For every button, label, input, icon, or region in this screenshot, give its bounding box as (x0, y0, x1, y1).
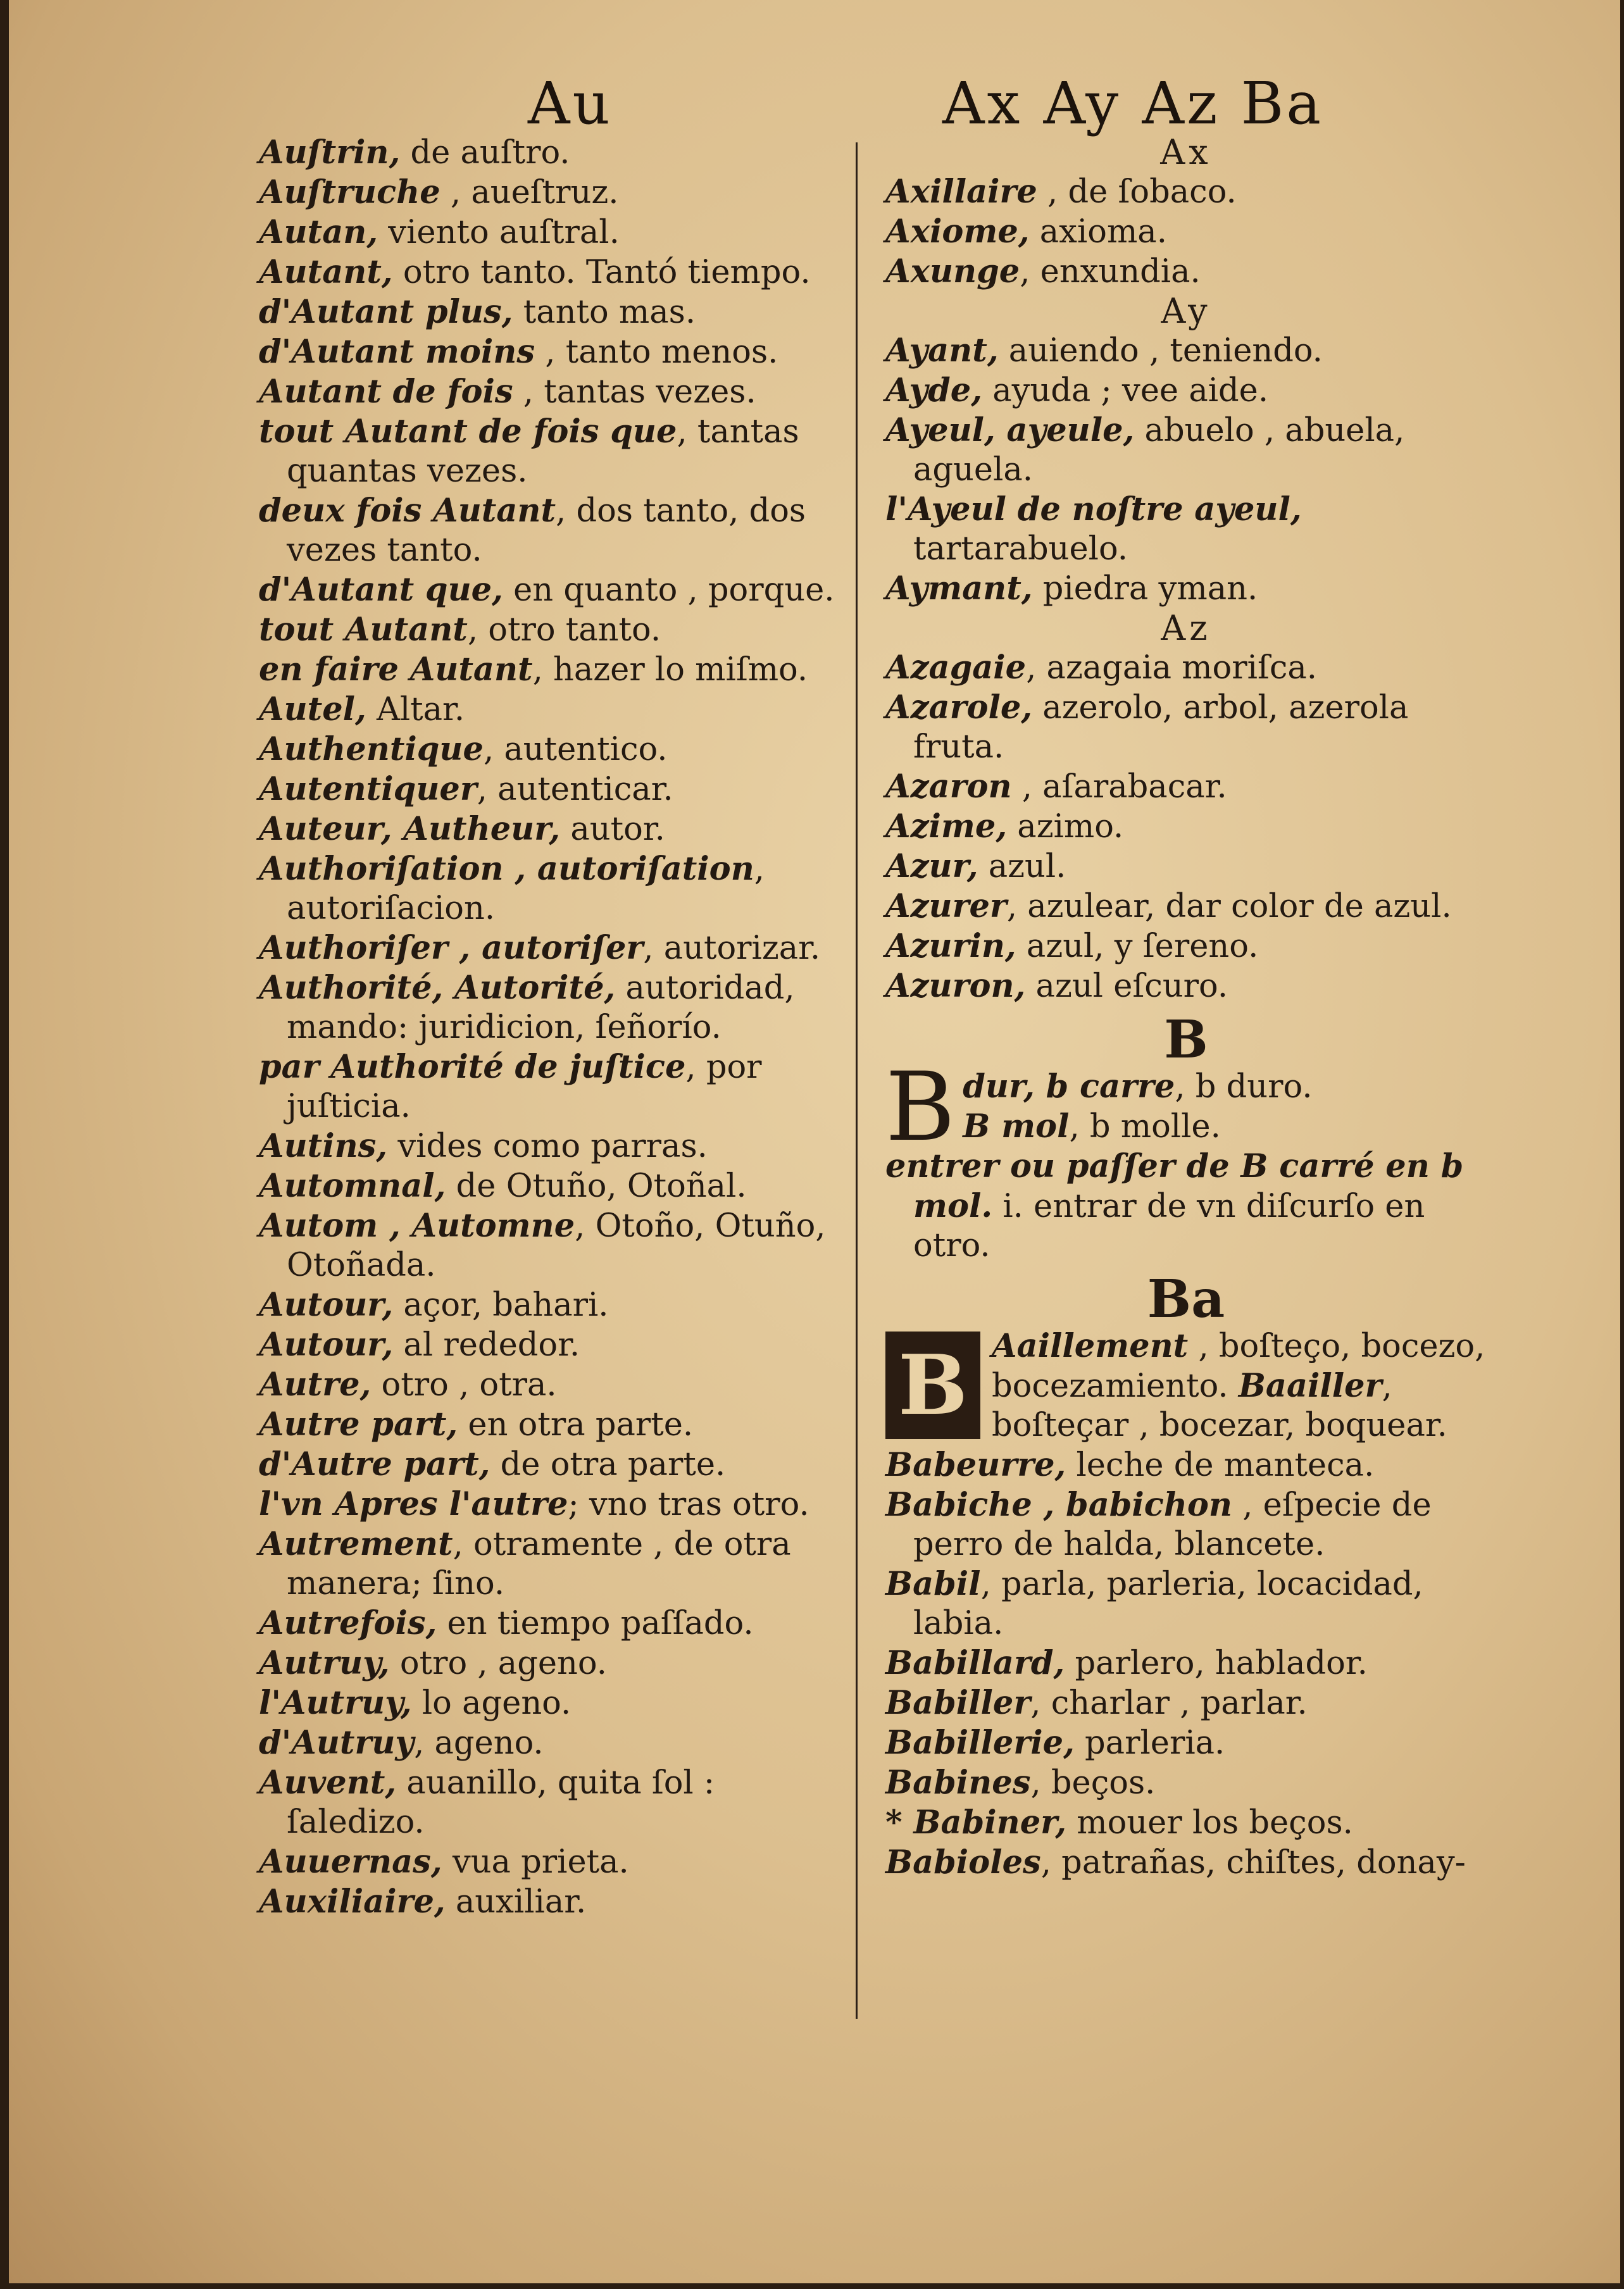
definition: vides como parras. (387, 1128, 708, 1165)
definition: leche de manteca. (1066, 1447, 1375, 1484)
entry (259, 372, 847, 412)
entry (259, 133, 847, 173)
headword: Autre, (259, 1366, 372, 1404)
entry (259, 1206, 847, 1285)
headword: Authentique (259, 730, 484, 768)
headword: Autom , Automne (259, 1207, 575, 1245)
entry (259, 928, 847, 968)
entry (259, 213, 847, 253)
entry (259, 332, 847, 372)
headword: deux fois Autant (259, 492, 556, 530)
headword: Axunge (885, 253, 1020, 290)
headword: Autant, (259, 253, 393, 291)
headword: Babioles (885, 1843, 1041, 1881)
headword: Babines (885, 1764, 1031, 1802)
headword: Autel, (259, 690, 366, 728)
running-head-left: Au (528, 70, 613, 137)
entry (885, 847, 1487, 887)
definition: , tantas vezes. (513, 373, 756, 411)
headword: B mol (963, 1107, 1070, 1145)
headword: Azuron, (885, 967, 1026, 1005)
headword: Babiller (885, 1684, 1031, 1722)
b-paragraph (885, 1052, 1487, 1266)
definition: , hazer lo miſmo. (532, 651, 808, 689)
entry (259, 173, 847, 213)
headword: Baailler (1238, 1367, 1382, 1405)
definition: , eſpecie de perro de halda, blancete. (913, 1487, 1432, 1563)
entry (885, 887, 1487, 926)
definition: , de ſobaco. (1037, 173, 1237, 211)
definition: en tiempo paſſado. (437, 1605, 754, 1642)
definition: azimo. (1007, 808, 1124, 845)
definition: vua prieta. (442, 1843, 629, 1881)
headword: par Authorité de juſtice (259, 1048, 686, 1086)
definition: autor. (560, 811, 665, 848)
headword: tout Autant (259, 611, 468, 649)
headword: l'vn Apres l'autre (259, 1485, 568, 1523)
entry (259, 690, 847, 730)
headword: d'Autruy (259, 1724, 415, 1762)
definition: , aſarabacar. (1011, 768, 1227, 806)
entry (885, 767, 1487, 807)
headword: Authorité, Autorité, (259, 969, 616, 1007)
entry (259, 1285, 847, 1325)
headword: Aymant, (885, 570, 1033, 608)
entry (259, 1723, 847, 1763)
entry (885, 1564, 1487, 1643)
entry (885, 926, 1487, 966)
entry (885, 807, 1487, 847)
entry (259, 610, 847, 650)
definition: al rededor. (393, 1326, 580, 1364)
definition: auxiliar. (445, 1883, 587, 1921)
definition: tartarabuelo. (913, 530, 1128, 568)
definition: azul, y ſereno. (1016, 928, 1259, 965)
definition: tanto mas. (513, 294, 696, 331)
headword: Babiche , babichon (885, 1486, 1233, 1524)
headword: Axillaire (885, 173, 1037, 211)
definition: otro , otra. (371, 1366, 557, 1404)
entry (885, 252, 1487, 292)
entry (259, 570, 847, 610)
definition: axioma. (1029, 213, 1167, 251)
headword: Ayde, (885, 371, 982, 409)
definition: otro tanto. Tantó tiempo. (392, 254, 811, 291)
headword: Autruy, (259, 1644, 390, 1682)
right-column (885, 133, 1487, 1883)
definition: , aueſtruz. (440, 174, 619, 211)
definition: , boſteçar , bocezar, boquear. (992, 1368, 1447, 1444)
definition: auanillo, quita ſol : ſaledizo. (287, 1764, 715, 1841)
headword: Ayeul, ayeule, (885, 411, 1135, 449)
headword: Azaron (885, 768, 1012, 806)
entry (885, 1147, 1487, 1266)
definition: azul. (978, 848, 1066, 885)
definition: ; vno tras otro. (568, 1486, 809, 1523)
b-line (885, 1107, 1487, 1147)
definition: i. entrar de vn diſcurſo en otro. (913, 1188, 1425, 1264)
definition: de auſtro. (400, 134, 570, 172)
headword: entrer ou paſſer de B carré en b mol. (885, 1147, 1464, 1225)
entry (885, 1683, 1487, 1723)
entry (259, 1365, 847, 1405)
entry (885, 688, 1487, 767)
definition: açor, bahari. (393, 1287, 609, 1324)
entry (259, 1047, 847, 1126)
definition: , enxundia. (1020, 253, 1201, 290)
definition: , Otoño, Otuño, Otoñada. (287, 1207, 826, 1284)
entry (885, 212, 1487, 252)
definition: mouer los beços. (1066, 1804, 1353, 1842)
section-heading-az: Az (1161, 608, 1211, 648)
headword: Autant de fois (259, 373, 513, 411)
entry (885, 1485, 1487, 1564)
entry (885, 331, 1487, 371)
definition: abuelo , abuela, aguela. (913, 412, 1405, 489)
headword: Authoriſation , autoriſation (259, 850, 754, 888)
headword: Auuernas, (259, 1843, 442, 1881)
headword: Authoriſer , autoriſer (259, 929, 644, 967)
entry (259, 1525, 847, 1604)
definition: , azulear, dar color de azul. (1006, 888, 1452, 925)
ba-intro-paragraph (885, 1326, 1487, 1445)
definition: , otro tanto. (467, 611, 661, 649)
definition: de Otuño, Otoñal. (446, 1168, 747, 1205)
headword: Azarole, (885, 689, 1033, 727)
headword: Babeurre, (885, 1446, 1066, 1484)
entry (885, 1843, 1487, 1883)
headword: Aaillement (992, 1327, 1189, 1365)
definition: , autentico. (483, 731, 668, 768)
headword: Axiome, (885, 213, 1030, 251)
headword: Autins, (259, 1127, 388, 1165)
headword: d'Autant que, (259, 571, 503, 609)
entry (885, 490, 1487, 569)
headword: Autentiquer (259, 770, 477, 808)
entry (259, 770, 847, 809)
definition: , autenticar. (477, 771, 673, 808)
definition: , por juſticia. (287, 1049, 762, 1125)
headword: en faire Autant (259, 651, 533, 689)
headword: d'Autre part, (259, 1445, 490, 1483)
entry (885, 1763, 1487, 1803)
headword: Babil (885, 1565, 981, 1603)
definition: de otra parte. (490, 1446, 726, 1483)
definition: , parla, parleria, locacidad, labia. (913, 1566, 1423, 1642)
section-heading-ax: Ax (1160, 132, 1212, 172)
section-heading-b: B (1164, 1009, 1208, 1070)
entry (259, 1325, 847, 1365)
column-divider (856, 142, 858, 2019)
entry (259, 1882, 847, 1922)
left-column (259, 133, 847, 1922)
entry (885, 1445, 1487, 1485)
headword: Azurin, (885, 927, 1016, 965)
running-head-right: Ax Ay Az Ba (942, 70, 1324, 137)
entry (259, 1126, 847, 1166)
headword: Autan, (259, 213, 378, 251)
entry (885, 172, 1487, 212)
entry (259, 849, 847, 928)
definition: , dos tanto, dos vezes tanto. (287, 492, 806, 569)
definition: , beços. (1030, 1764, 1156, 1802)
headword: Auſtrin, (259, 134, 401, 172)
headword: Babillerie, (885, 1724, 1075, 1762)
entry (259, 1763, 847, 1842)
definition: , azagaia moriſca. (1026, 649, 1318, 687)
headword: Azime, (885, 808, 1008, 845)
headword: Auſtruche (259, 173, 440, 211)
headword: Autour, (259, 1286, 394, 1324)
headword: Azagaie (885, 649, 1027, 687)
headword: d'Autant plus, (259, 293, 513, 331)
entry (259, 730, 847, 770)
headword: Auteur, Autheur, (259, 810, 561, 848)
entry (885, 966, 1487, 1006)
section-heading-ay: Ay (1161, 291, 1211, 331)
headword: Auvent, (259, 1764, 397, 1802)
definition: , ageno. (414, 1725, 544, 1762)
entry (259, 412, 847, 491)
entry (885, 1643, 1487, 1683)
entry (259, 650, 847, 690)
definition: viento auſtral. (378, 214, 620, 251)
definition: , boſteço, bocezo, bocezamiento. (992, 1328, 1485, 1405)
definition: , otramente , de otra manera; ſino. (287, 1526, 791, 1602)
definition: , autoriſacion. (287, 851, 765, 927)
ornamental-initial-b: B (885, 1332, 980, 1439)
entry (885, 569, 1487, 609)
headword: Autre part, (259, 1406, 458, 1444)
entry (259, 809, 847, 849)
definition: , b molle. (1069, 1108, 1221, 1145)
definition: , patrañas, chiſtes, donay- (1040, 1844, 1466, 1881)
entry (259, 1485, 847, 1525)
definition: azul eſcuro. (1025, 968, 1228, 1005)
entry (259, 1604, 847, 1643)
definition: parlero, hablador. (1065, 1645, 1368, 1682)
section-heading-ba: Ba (1147, 1269, 1225, 1330)
definition: auiendo , teniendo. (998, 332, 1323, 370)
b-line (885, 1067, 1487, 1107)
headword: Automnal, (259, 1167, 446, 1205)
definition: ayuda ; vee aide. (982, 372, 1269, 409)
dictionary-page (9, 0, 1620, 2283)
headword: Azurer (885, 887, 1007, 925)
entry (259, 253, 847, 292)
definition: , tanto menos. (535, 334, 778, 371)
headword: Babillard, (885, 1644, 1065, 1682)
definition: lo ageno. (411, 1685, 572, 1722)
definition: , b duro. (1175, 1068, 1313, 1106)
entry (885, 371, 1487, 411)
headword: Auxiliaire, (259, 1883, 446, 1921)
definition: , tantas quantas vezes. (287, 413, 799, 490)
drop-cap-b: B (885, 1052, 956, 1163)
definition: piedra yman. (1032, 570, 1258, 608)
definition: , autorizar. (643, 930, 821, 967)
headword: Autrement (259, 1525, 453, 1563)
definition: en quanto , porque. (503, 571, 835, 609)
definition: otro , ageno. (389, 1645, 607, 1682)
headword: l'Autruy, (259, 1684, 412, 1722)
entry (259, 1643, 847, 1683)
definition: autoridad, mando: juridicion, ſeñorío. (287, 970, 795, 1046)
headword: tout Autant de fois que (259, 413, 677, 451)
entry (259, 1445, 847, 1485)
headword: l'Ayeul de noſtre ayeul, (885, 490, 1302, 528)
headword: Ayant, (885, 332, 999, 370)
entry (259, 1683, 847, 1723)
entry (259, 292, 847, 332)
headword: dur, b carre (963, 1068, 1175, 1106)
headword: Azur, (885, 847, 978, 885)
headword: Autour, (259, 1326, 394, 1364)
entry (885, 1723, 1487, 1763)
entry (885, 411, 1487, 490)
entry (885, 1803, 1487, 1843)
entry (259, 968, 847, 1047)
definition: Altar. (366, 691, 465, 728)
entry (259, 1842, 847, 1882)
definition: parleria. (1074, 1725, 1225, 1762)
definition: , charlar , parlar. (1030, 1685, 1308, 1722)
entry (259, 491, 847, 570)
headword: Autrefois, (259, 1604, 437, 1642)
headword: * Babiner, (885, 1804, 1067, 1842)
entry (259, 1166, 847, 1206)
headword: d'Autant moins (259, 333, 535, 371)
entry (885, 648, 1487, 688)
definition: azerolo, arbol, azerola fruta. (913, 689, 1409, 766)
entry (259, 1405, 847, 1445)
definition: en otra parte. (458, 1406, 694, 1444)
